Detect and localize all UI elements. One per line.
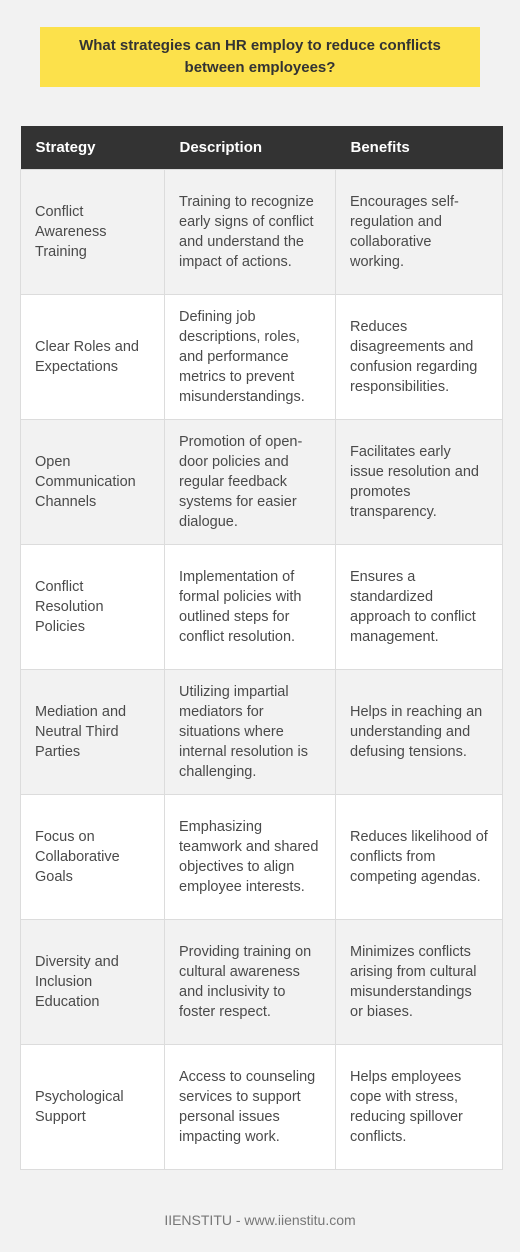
strategy-cell: Conflict Resolution Policies (21, 545, 165, 670)
description-cell: Utilizing impartial mediators for situations where internal resolution is challenging. (165, 670, 336, 795)
description-cell: Providing training on cultural awareness and inclusivity to foster respect. (165, 920, 336, 1045)
benefits-cell: Helps employees cope with stress, reducing spillover conflicts. (336, 1045, 503, 1170)
description-cell: Access to counseling services to support personal issues impacting work. (165, 1045, 336, 1170)
description-cell: Implementation of formal policies with outlined steps for conflict resolution. (165, 545, 336, 670)
benefits-cell: Reduces likelihood of conflicts from competing agendas. (336, 795, 503, 920)
strategy-cell: Conflict Awareness Training (21, 170, 165, 295)
description-cell: Emphasizing teamwork and shared objectives to align employee interests. (165, 795, 336, 920)
benefits-cell: Encourages self-regulation and collaborative working. (336, 170, 503, 295)
page-title: What strategies can HR employ to reduce conflicts between employees? (79, 37, 441, 76)
strategy-cell: Mediation and Neutral Third Parties (21, 670, 165, 795)
table-row (21, 420, 503, 545)
table-row (21, 795, 503, 920)
strategy-cell: Diversity and Inclusion Education (21, 920, 165, 1045)
strategy-cell: Psychological Support (21, 1045, 165, 1170)
table-row (21, 1045, 503, 1170)
title-banner (40, 27, 480, 87)
benefits-cell: Facilitates early issue resolution and promotes transparency. (336, 420, 503, 545)
table-header-row (21, 126, 503, 170)
table-row (21, 670, 503, 795)
benefits-cell: Ensures a standardized approach to conflict management. (336, 545, 503, 670)
benefits-cell: Minimizes conflicts arising from cultural misunderstandings or biases. (336, 920, 503, 1045)
header-benefits: Benefits (336, 126, 503, 170)
benefits-cell: Reduces disagreements and confusion regarding responsibilities. (336, 295, 503, 420)
footer-credit: IIENSTITU - www.iienstitu.com (164, 1212, 356, 1228)
header-description: Description (165, 126, 336, 170)
strategy-cell: Clear Roles and Expectations (21, 295, 165, 420)
table-row (21, 170, 503, 295)
table-row (21, 295, 503, 420)
header-strategy: Strategy (21, 126, 165, 170)
description-cell: Defining job descriptions, roles, and performance metrics to prevent misunderstandings. (165, 295, 336, 420)
strategy-cell: Open Communication Channels (21, 420, 165, 545)
table-row (21, 545, 503, 670)
description-cell: Promotion of open-door policies and regular feedback systems for easier dialogue. (165, 420, 336, 545)
benefits-cell: Helps in reaching an understanding and defusing tensions. (336, 670, 503, 795)
description-cell: Training to recognize early signs of conflict and understand the impact of actions. (165, 170, 336, 295)
strategies-table (20, 126, 503, 1170)
strategy-cell: Focus on Collaborative Goals (21, 795, 165, 920)
table-row (21, 920, 503, 1045)
